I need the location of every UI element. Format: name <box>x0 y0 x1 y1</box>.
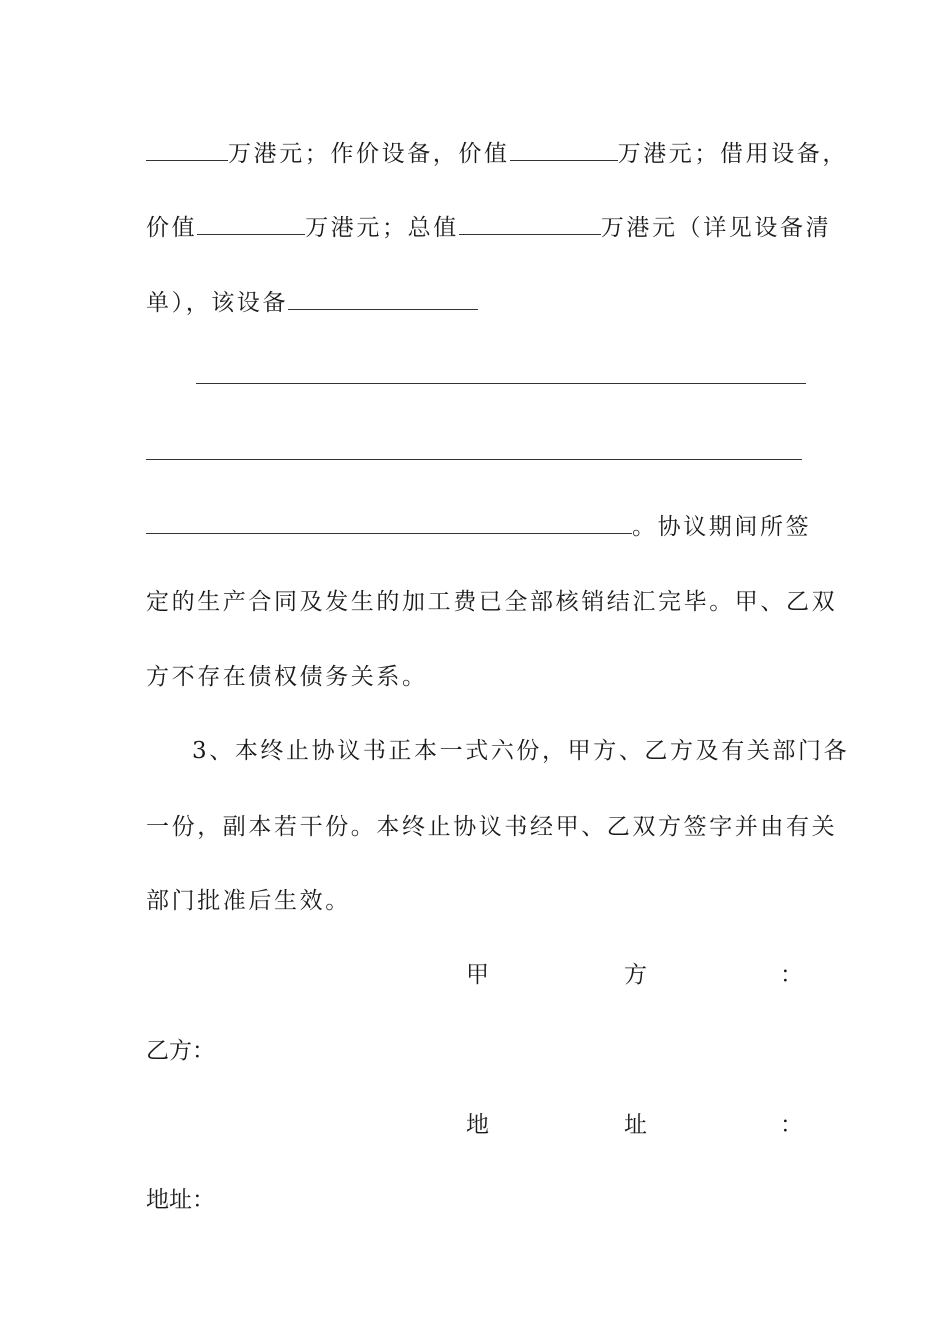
blank-field <box>510 138 618 161</box>
blank-field <box>288 287 478 310</box>
text-segment: 单），该设备 <box>146 290 289 316</box>
blank-field <box>146 138 228 161</box>
party-a-label-char: 甲 <box>466 962 489 988</box>
blank-field <box>146 511 632 534</box>
blank-field <box>197 212 305 235</box>
text-segment: 万港元；总值 <box>305 215 459 241</box>
paragraph-line-7 <box>146 587 838 617</box>
party-a-label-char: 方 <box>624 962 647 988</box>
address-colon: ： <box>780 1112 803 1138</box>
address-label-char: 址 <box>624 1112 647 1138</box>
paragraph-line-11 <box>146 886 806 916</box>
paragraph-line-3 <box>146 287 806 318</box>
text-segment: 万港元；借用设备， <box>617 141 849 167</box>
party-a-colon: ： <box>780 962 803 988</box>
paragraph-line-1 <box>146 138 849 169</box>
text-segment: 价值 <box>146 215 198 241</box>
paragraph-line-9 <box>192 736 850 766</box>
text-segment: 万港元；作价设备，价值 <box>228 141 510 167</box>
text-segment: 方不存在债权债务关系。 <box>146 664 428 690</box>
blank-rule-line <box>196 383 806 384</box>
party-b-label: 乙方： <box>146 1038 215 1064</box>
text-segment: 定的生产合同及发生的加工费已全部核销结汇完毕。甲、乙双 <box>146 589 838 615</box>
paragraph-line-8 <box>146 662 806 692</box>
paragraph-line-2 <box>146 212 832 243</box>
address-label-char: 地 <box>466 1112 489 1138</box>
blank-rule-line <box>146 459 802 460</box>
text-segment: 3、本终止协议书正本一式六份，甲方、乙方及有关部门各 <box>192 738 850 764</box>
text-segment: 一份，副本若干份。本终止协议书经甲、乙双方签字并由有关 <box>146 814 838 840</box>
blank-field <box>459 212 601 235</box>
text-segment: 。协议期间所签 <box>632 514 812 540</box>
paragraph-line-10 <box>146 812 838 842</box>
text-segment: 部门批准后生效。 <box>146 888 351 914</box>
paragraph-line-6 <box>146 511 812 542</box>
text-segment: 万港元（详见设备清 <box>600 215 832 241</box>
address-label: 地址： <box>146 1187 215 1213</box>
